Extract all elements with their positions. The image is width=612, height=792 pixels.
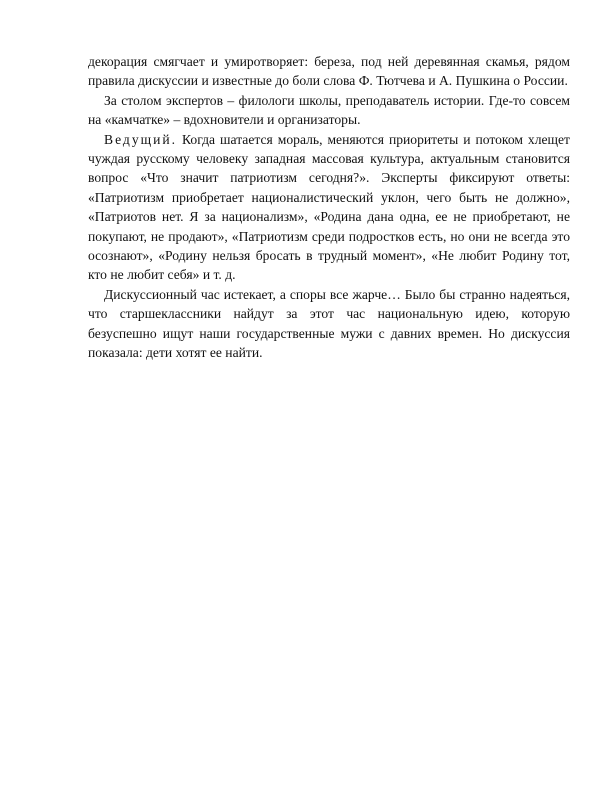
paragraph-host: [88, 130, 570, 285]
paragraph-conclusion: Дискуссионный час истекает, а споры все жарче… Было бы странно надеяться, что старшеклассники найдут за этот час национальную идею, которую безуспешно ищут наши государственные мужи с давних времен. Но дискуссия показала: дети хотят ее найти.: [88, 286, 570, 361]
paragraph-decoration: декорация смягчает и умиротворяет: береза, под ней деревянная скамья, рядом правила дискуссии и известные до боли слова Ф. Тютчева и А. Пушкина о России.: [88, 54, 570, 89]
document-body: [88, 52, 570, 363]
speaker-label: Ведущий.: [104, 131, 178, 147]
paragraph-host-text: Когда шатается мораль, меняются приоритеты и потоком хлещет чуждая русскому человеку западная массовая культура, актуальным становится вопрос «Что значит патриотизм сегодня?». Эксперты фиксируют ответы: «Патриотизм приобретает националистический уклон, чего быть не должно», «Патриотов нет. Я за национализм», «Родина дана одна, ее не приобретают, не покупают, не продают», «Патриотизм среди подростков есть, но они не всегда это осознают», «Родину нельзя бросать в трудный момент», «Не любит Родину тот, кто не любит себя» и т. д.: [88, 131, 570, 283]
paragraph-experts: За столом экспертов – филологи школы, преподаватель истории. Где-то совсем на «камчатке» – вдохновители и организаторы.: [88, 92, 570, 128]
